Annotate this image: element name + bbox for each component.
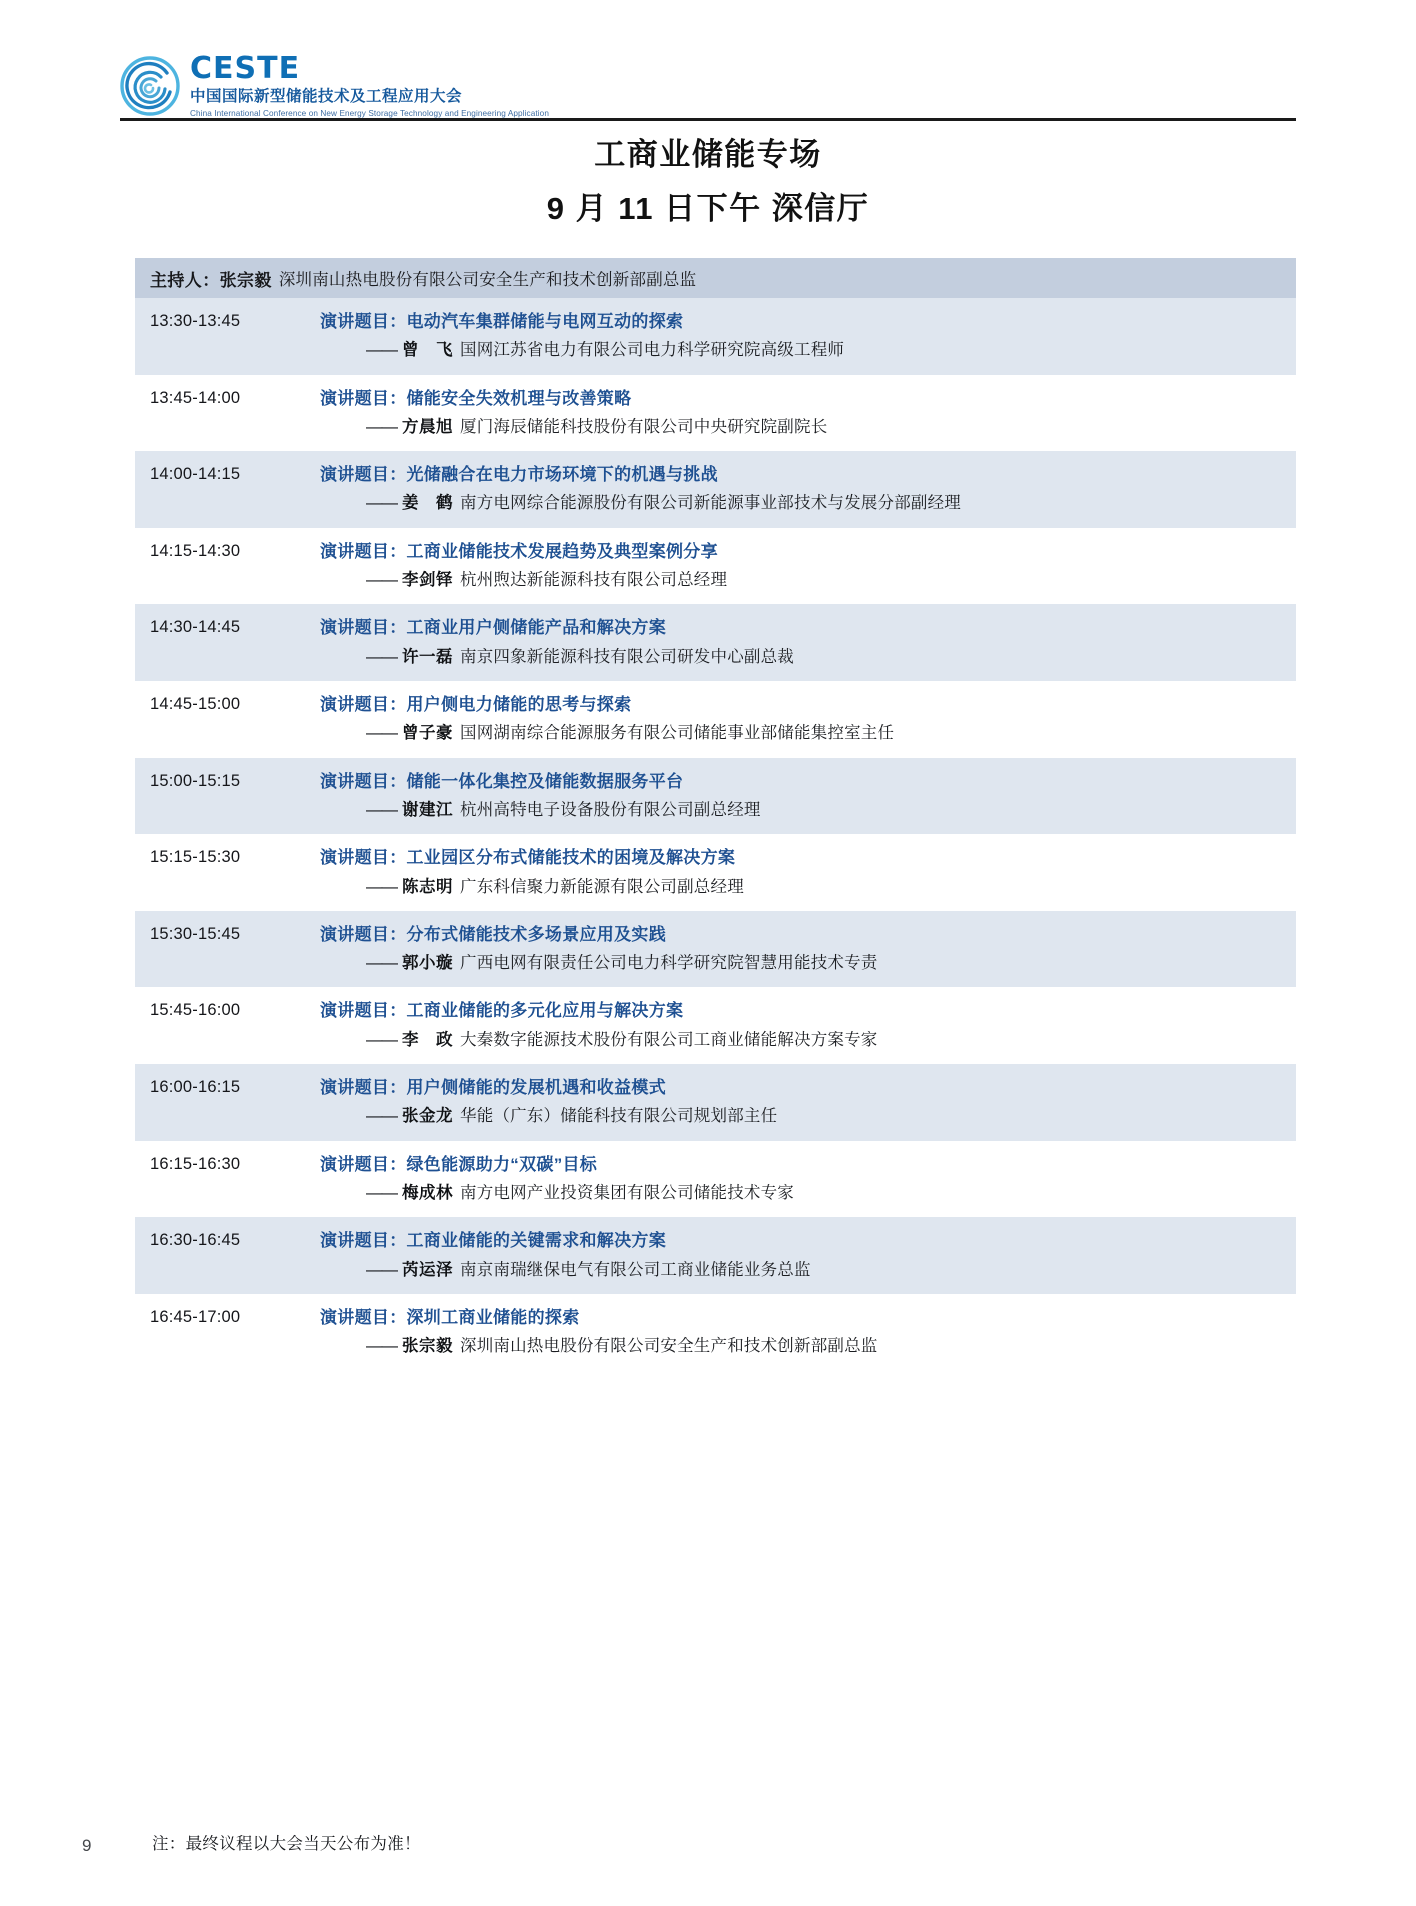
speaker-name: 陈志明 — [402, 877, 453, 896]
session-time: 15:30-15:45 — [150, 924, 241, 943]
speaker-name: 方晨旭 — [402, 417, 453, 436]
speaker-name: 张金龙 — [402, 1107, 453, 1126]
brand-name-cn: 中国国际新型储能技术及工程应用大会 — [190, 87, 463, 105]
agenda-row — [135, 681, 1296, 758]
session-time: 16:45-17:00 — [150, 1307, 241, 1326]
session-body — [320, 690, 1296, 748]
session-time: 16:00-16:15 — [150, 1078, 241, 1097]
agenda-row — [135, 834, 1296, 911]
em-dash: —— — [366, 341, 397, 360]
topic-text: 用户侧电力储能的思考与探索 — [406, 695, 632, 715]
topic-label: 演讲题目： — [320, 618, 407, 638]
agenda-row — [135, 1294, 1296, 1371]
brand-abbr: CESTE — [190, 50, 301, 86]
topic-text: 工商业储能技术发展趋势及典型案例分享 — [406, 541, 718, 561]
agenda-row — [135, 1141, 1296, 1218]
session-time: 14:45-15:00 — [150, 695, 241, 714]
session-body — [320, 307, 1296, 365]
page-title: 工商业储能专场 — [594, 137, 822, 172]
session-body — [320, 1226, 1296, 1284]
session-time: 14:15-14:30 — [150, 541, 241, 560]
topic-text: 绿色能源助力“双碳”目标 — [406, 1154, 598, 1174]
session-time: 15:15-15:30 — [150, 848, 241, 867]
agenda-row — [135, 1064, 1296, 1141]
speaker-organization: 南京南瑞继保电气有限公司工商业储能业务总监 — [460, 1260, 811, 1279]
speaker-organization: 广东科信聚力新能源有限公司副总经理 — [460, 877, 744, 896]
speaker-organization: 南方电网产业投资集团有限公司储能技术专家 — [460, 1183, 794, 1202]
agenda-row — [135, 528, 1296, 605]
session-time: 13:45-14:00 — [150, 388, 241, 407]
session-time: 13:30-13:45 — [150, 312, 241, 330]
session-topic-line — [320, 920, 1276, 949]
brand-text — [190, 50, 549, 118]
speaker-name: 许一磊 — [402, 647, 453, 666]
session-topic-line — [320, 1150, 1276, 1179]
session-topic-line — [320, 1303, 1276, 1332]
title-block — [120, 132, 1296, 233]
topic-text: 储能一体化集控及储能数据服务平台 — [406, 771, 684, 791]
topic-text: 用户侧储能的发展机遇和收益模式 — [406, 1078, 666, 1098]
session-speaker-line — [320, 1026, 1276, 1054]
page-subtitle: 9 月 11 日下午 深信厅 — [546, 190, 870, 226]
speaker-name: 李 政 — [402, 1030, 453, 1049]
host-bar — [135, 258, 1296, 298]
em-dash: —— — [366, 1107, 397, 1126]
topic-label: 演讲题目： — [320, 1231, 407, 1251]
topic-label: 演讲题目： — [320, 541, 407, 561]
session-time: 15:00-15:15 — [150, 771, 241, 790]
em-dash: —— — [366, 877, 397, 896]
session-speaker-line — [320, 1179, 1276, 1207]
speaker-name: 曾子豪 — [402, 724, 453, 743]
session-topic-line — [320, 1226, 1276, 1255]
topic-text: 工业园区分布式储能技术的困境及解决方案 — [406, 848, 736, 868]
session-body — [320, 996, 1296, 1054]
agenda-row — [135, 911, 1296, 988]
session-body — [320, 1303, 1296, 1361]
speaker-organization: 华能（广东）储能科技有限公司规划部主任 — [460, 1107, 778, 1126]
session-topic-line — [320, 843, 1276, 872]
em-dash: —— — [366, 1030, 397, 1049]
speaker-name: 芮运泽 — [402, 1260, 453, 1279]
session-topic-line — [320, 307, 1276, 336]
brand-logo — [120, 50, 549, 118]
session-time: 15:45-16:00 — [150, 1001, 241, 1020]
session-time: 16:30-16:45 — [150, 1231, 241, 1250]
speaker-name: 李剑铎 — [402, 571, 453, 590]
agenda-row — [135, 1217, 1296, 1294]
em-dash: —— — [366, 494, 397, 513]
agenda-row — [135, 298, 1296, 375]
session-body — [320, 920, 1296, 978]
footer-note: 注：最终议程以大会当天公布为准！ — [152, 1835, 421, 1853]
agenda-row — [135, 758, 1296, 835]
speaker-name: 梅成林 — [402, 1183, 453, 1202]
em-dash: —— — [366, 800, 397, 819]
topic-text: 工商业储能的关键需求和解决方案 — [406, 1231, 666, 1251]
session-body — [320, 384, 1296, 442]
session-topic-line — [320, 613, 1276, 642]
session-speaker-line — [320, 873, 1276, 901]
speaker-organization: 南京四象新能源科技有限公司研发中心副总裁 — [460, 647, 794, 666]
speaker-organization: 杭州煦达新能源科技有限公司总经理 — [460, 571, 728, 590]
session-speaker-line — [320, 796, 1276, 824]
topic-label: 演讲题目： — [320, 312, 407, 331]
speaker-organization: 广西电网有限责任公司电力科学研究院智慧用能技术专责 — [460, 954, 878, 973]
em-dash: —— — [366, 1183, 397, 1202]
topic-label: 演讲题目： — [320, 1078, 407, 1098]
header-divider — [120, 118, 1296, 121]
session-time: 14:30-14:45 — [150, 618, 241, 637]
session-topic-line — [320, 460, 1276, 489]
speaker-organization: 南方电网综合能源股份有限公司新能源事业部技术与发展分部副经理 — [460, 494, 961, 513]
agenda-row — [135, 451, 1296, 528]
session-topic-line — [320, 996, 1276, 1025]
session-body — [320, 843, 1296, 901]
topic-text: 深圳工商业储能的探索 — [406, 1307, 580, 1327]
topic-label: 演讲题目： — [320, 848, 407, 868]
session-time: 16:15-16:30 — [150, 1154, 241, 1173]
topic-label: 演讲题目： — [320, 695, 407, 715]
topic-label: 演讲题目： — [320, 771, 407, 791]
session-body — [320, 460, 1296, 518]
em-dash: —— — [366, 417, 397, 436]
em-dash: —— — [366, 954, 397, 973]
topic-text: 储能安全失效机理与改善策略 — [406, 388, 632, 408]
host-label: 主持人： — [150, 270, 220, 290]
session-body — [320, 767, 1296, 825]
topic-label: 演讲题目： — [320, 1307, 407, 1327]
host-name: 张宗毅 — [219, 270, 272, 290]
em-dash: —— — [366, 724, 397, 743]
session-speaker-line — [320, 1102, 1276, 1130]
em-dash: —— — [366, 647, 397, 666]
session-body — [320, 1150, 1296, 1208]
page-number: 9 — [82, 1836, 92, 1855]
speaker-organization: 大秦数字能源技术股份有限公司工商业储能解决方案专家 — [460, 1030, 878, 1049]
speaker-name: 姜 鹤 — [402, 494, 453, 513]
speaker-name: 郭小璇 — [402, 954, 453, 973]
em-dash: —— — [366, 571, 397, 590]
host-organization: 深圳南山热电股份有限公司安全生产和技术创新部副总监 — [278, 271, 697, 289]
topic-text: 分布式储能技术多场景应用及实践 — [406, 924, 666, 944]
brand-name-en: China International Conference on New Energy Storage Technology and Engineering Application — [190, 108, 549, 118]
speaker-organization: 深圳南山热电股份有限公司安全生产和技术创新部副总监 — [460, 1337, 878, 1356]
session-speaker-line — [320, 1256, 1276, 1284]
session-body — [320, 1073, 1296, 1131]
session-speaker-line — [320, 949, 1276, 977]
topic-text: 光储融合在电力市场环境下的机遇与挑战 — [406, 465, 718, 485]
session-topic-line — [320, 1073, 1276, 1102]
session-speaker-line — [320, 719, 1276, 747]
speaker-organization: 杭州高特电子设备股份有限公司副总经理 — [460, 800, 761, 819]
session-topic-line — [320, 384, 1276, 413]
page-header — [120, 40, 1296, 118]
topic-text: 电动汽车集群储能与电网互动的探索 — [406, 312, 684, 331]
session-body — [320, 537, 1296, 595]
speaker-organization: 国网湖南综合能源服务有限公司储能事业部储能集控室主任 — [460, 724, 895, 743]
session-topic-line — [320, 537, 1276, 566]
speaker-organization: 厦门海辰储能科技股份有限公司中央研究院副院长 — [460, 417, 828, 436]
agenda-row — [135, 375, 1296, 452]
session-speaker-line — [320, 413, 1276, 441]
session-time: 14:00-14:15 — [150, 465, 241, 484]
agenda-row — [135, 987, 1296, 1064]
topic-label: 演讲题目： — [320, 388, 407, 408]
topic-label: 演讲题目： — [320, 1154, 407, 1174]
session-speaker-line — [320, 643, 1276, 671]
topic-label: 演讲题目： — [320, 1001, 407, 1021]
session-body — [320, 613, 1296, 671]
em-dash: —— — [366, 1337, 397, 1356]
agenda-row — [135, 604, 1296, 681]
session-speaker-line — [320, 1332, 1276, 1360]
session-speaker-line — [320, 336, 1276, 364]
topic-label: 演讲题目： — [320, 924, 407, 944]
topic-label: 演讲题目： — [320, 465, 407, 485]
speaker-organization: 国网江苏省电力有限公司电力科学研究院高级工程师 — [460, 341, 845, 360]
swirl-logo-icon — [120, 56, 180, 116]
topic-text: 工商业用户侧储能产品和解决方案 — [406, 618, 666, 638]
topic-text: 工商业储能的多元化应用与解决方案 — [406, 1001, 684, 1021]
em-dash: —— — [366, 1260, 397, 1279]
session-topic-line — [320, 767, 1276, 796]
session-topic-line — [320, 690, 1276, 719]
speaker-name: 谢建江 — [402, 800, 453, 819]
session-speaker-line — [320, 489, 1276, 517]
speaker-name: 张宗毅 — [402, 1337, 453, 1356]
session-speaker-line — [320, 566, 1276, 594]
speaker-name: 曾 飞 — [402, 341, 453, 360]
agenda-table — [135, 298, 1296, 1371]
